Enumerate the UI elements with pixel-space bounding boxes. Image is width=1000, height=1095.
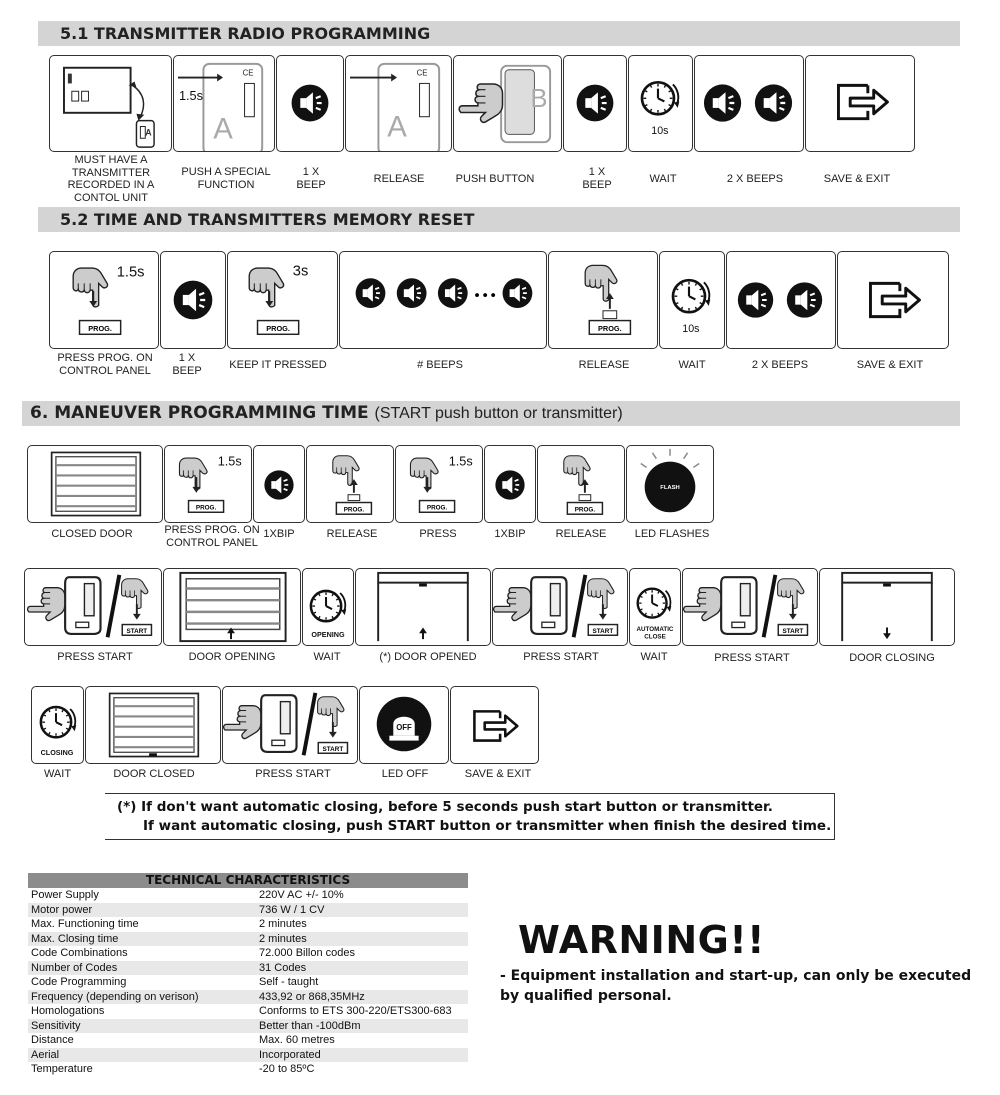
tech-key: Motor power [31, 903, 93, 916]
prog-label-5: PROG. [343, 506, 365, 514]
caption-6-1-d: RELEASE [326, 528, 378, 540]
step-icon-keep-pressed [227, 251, 338, 349]
step-icon-beep [276, 55, 344, 152]
caption-6-1-c: 1XBIP [263, 528, 295, 540]
caption-6-3-a: WAIT [43, 768, 72, 780]
automatic-closing-note [105, 793, 835, 840]
tech-row [28, 990, 468, 1005]
section-subtitle-6: (START push button or transmitter) [374, 405, 623, 422]
warning-text: - Equipment installation and start-up, can only be executed by qualified personal. [500, 968, 972, 1004]
section-title-5-2-text: 5.2 TIME AND TRANSMITTERS MEMORY RESET [60, 210, 475, 229]
time-3s: 3s [292, 263, 309, 280]
caption-5-1-a: MUST HAVE A TRANSMITTER RECORDED IN A CONTOL UNIT [67, 154, 155, 204]
time-10s-b: 10s [682, 323, 700, 335]
caption-5-2-d: # BEEPS [417, 359, 463, 371]
off-label: OFF [396, 722, 412, 732]
closing-label: CLOSING [40, 747, 74, 757]
step-icon-control-unit [49, 55, 172, 152]
warning-title: WARNING!! [518, 918, 765, 962]
tech-value: 2 minutes [259, 932, 307, 945]
step-icon-led-off [359, 686, 449, 764]
step-icon-led-flash [626, 445, 714, 523]
caption-6-3-e: SAVE & EXIT [464, 768, 532, 780]
ce-mark-release: CE [416, 68, 428, 78]
step-icon-door-opened [355, 568, 491, 646]
caption-5-2-f: WAIT [678, 359, 706, 371]
step-icon-save-exit-c [450, 686, 539, 764]
tech-value: Max. 60 metres [259, 1034, 335, 1046]
step-icon-press-start-2 [492, 568, 628, 646]
step-icon-beep-3 [160, 251, 226, 349]
step-icon-special-function [173, 55, 275, 152]
caption-6-2-d: (*) DOOR OPENED [379, 651, 477, 663]
caption-5-2-c: KEEP IT PRESSED [229, 359, 327, 371]
caption-5-1-i: SAVE & EXIT [823, 173, 891, 185]
automatic-label: AUTOMATIC [636, 626, 674, 634]
caption-5-1-e: PUSH BUTTON [455, 173, 535, 185]
tech-key: Temperature [31, 1063, 93, 1075]
tech-value: 433,92 or 868,35MHz [259, 990, 365, 1003]
step-icon-release-prog [548, 251, 658, 349]
step-icon-press-prog [49, 251, 159, 349]
tech-row [28, 888, 468, 903]
caption-5-1-f: 1 X BEEP [582, 166, 612, 191]
caption-6-2-g: PRESS START [714, 652, 790, 664]
caption-6-1-f: 1XBIP [494, 528, 526, 540]
tech-key: Distance [31, 1034, 74, 1046]
tech-key: Homologations [31, 1005, 105, 1017]
caption-6-1-g: RELEASE [555, 528, 607, 540]
step-icon-press-prog-6 [164, 445, 252, 523]
prog-label-2: PROG. [266, 323, 290, 333]
step-icon-door-opening [163, 568, 301, 646]
tech-key: Number of Codes [31, 961, 118, 974]
step-icon-door-closed [85, 686, 221, 764]
step-icon-release-6 [306, 445, 394, 523]
step-icon-release [345, 55, 452, 152]
step-icon-wait [628, 55, 693, 152]
caption-5-2-e: RELEASE [578, 359, 630, 371]
ce-mark: CE [242, 68, 254, 78]
step-icon-press-start [24, 568, 162, 646]
dots: ••• [472, 288, 498, 304]
tech-row [28, 917, 468, 932]
caption-5-2-a: PRESS PROG. ON CONTROL PANEL [57, 352, 153, 377]
tech-row [28, 946, 468, 961]
section-title-6 [22, 401, 960, 426]
tech-key: Max. Closing time [31, 932, 119, 945]
flash-label: FLASH [660, 484, 680, 491]
time-10s: 10s [651, 125, 669, 138]
caption-5-2-g: 2 X BEEPS [751, 359, 809, 371]
step-icon-door-closing [819, 568, 955, 646]
caption-6-3-b: DOOR CLOSED [113, 768, 195, 780]
tech-row [28, 903, 468, 918]
prog-label: PROG. [88, 323, 112, 333]
note-line-2: If want automatic closing, push START button or transmitter when finish the desired time. [143, 818, 832, 834]
step-icon-beep-2 [563, 55, 627, 152]
prog-label-6: PROG. [426, 504, 448, 512]
caption-6-1-b: PRESS PROG. ON CONTROL PANEL [164, 524, 260, 549]
tech-row [28, 1048, 468, 1063]
step-icon-save-exit [805, 55, 915, 152]
time-1-5s-c: 1.5s [217, 454, 242, 469]
time-1-5s: 1.5s [178, 88, 203, 104]
tech-row [28, 932, 468, 947]
caption-5-1-g: WAIT [649, 173, 677, 185]
close-label: CLOSE [644, 633, 666, 641]
caption-6-2-f: WAIT [640, 651, 668, 663]
letter-a-big: A [213, 112, 233, 146]
tech-key: Sensitivity [31, 1019, 81, 1032]
step-icon-bip-2 [484, 445, 536, 523]
tech-key: Code Programming [31, 976, 127, 988]
tech-value: Conforms to ETS 300-220/ETS300-683 [259, 1005, 452, 1017]
tech-value: 2 minutes [259, 918, 307, 930]
step-icon-wait-auto-close [629, 568, 681, 646]
caption-5-2-h: SAVE & EXIT [856, 359, 924, 371]
caption-5-1-c: 1 X BEEP [296, 166, 326, 191]
tech-value: 72.000 Billon codes [259, 947, 356, 959]
tech-row [28, 1019, 468, 1034]
prog-label-7: PROG. [574, 506, 596, 514]
tech-value: Incorporated [259, 1048, 321, 1061]
caption-6-2-h: DOOR CLOSING [849, 652, 935, 664]
caption-6-2-c: WAIT [313, 651, 341, 663]
step-icon-push-button [453, 55, 562, 152]
tech-row [28, 1004, 468, 1019]
note-line-1: (*) If don't want automatic closing, before 5 seconds push start button or transmitter. [117, 799, 773, 815]
step-icon-closed-door [27, 445, 163, 523]
time-1-5s-b: 1.5s [116, 264, 145, 281]
start-label-4: START [322, 745, 344, 753]
step-icon-bip [253, 445, 305, 523]
tech-key: Aerial [31, 1048, 60, 1061]
letter-b: B [530, 84, 548, 113]
section-title-6-text: 6. MANEUVER PROGRAMMING TIME [30, 403, 369, 423]
step-icon-release-7 [537, 445, 625, 523]
step-icon-wait-2 [659, 251, 725, 349]
tech-row [28, 1033, 468, 1048]
prog-label-4: PROG. [195, 504, 217, 512]
caption-6-2-b: DOOR OPENING [188, 651, 276, 663]
step-icon-save-exit-b [837, 251, 949, 349]
tech-value: 31 Codes [259, 961, 307, 974]
caption-6-2-a: PRESS START [57, 651, 133, 663]
caption-5-2-b: 1 X BEEP [172, 352, 202, 377]
step-icon-wait-opening [302, 568, 354, 646]
section-title-5-1-text: 5.1 TRANSMITTER RADIO PROGRAMMING [60, 24, 431, 43]
start-label-3: START [782, 627, 804, 635]
time-1-5s-d: 1.5s [448, 454, 473, 469]
letter-a-release: A [387, 110, 407, 144]
letter-a: A [145, 127, 152, 138]
tech-value: 220V AC +/- 10% [259, 889, 344, 901]
caption-6-1-a: CLOSED DOOR [51, 528, 133, 540]
caption-5-1-b: PUSH A SPECIAL FUNCTION [181, 166, 271, 191]
start-label-2: START [592, 627, 614, 635]
section-title-5-2 [38, 207, 960, 232]
tech-value: Better than -100dBm [259, 1019, 361, 1032]
caption-5-1-d: RELEASE [373, 173, 425, 185]
step-icon-2-beeps-b [726, 251, 836, 349]
step-icon-2-beeps [694, 55, 804, 152]
step-icon-n-beeps [339, 251, 547, 349]
caption-5-1-h: 2 X BEEPS [726, 173, 784, 185]
tech-value: 736 W / 1 CV [259, 903, 325, 916]
tech-row [28, 961, 468, 976]
start-label: START [126, 627, 148, 635]
caption-6-2-e: PRESS START [523, 651, 599, 663]
tech-title: TECHNICAL CHARACTERISTICS [28, 873, 468, 888]
caption-6-1-h: LED FLASHES [634, 528, 710, 540]
tech-key: Code Combinations [31, 947, 128, 959]
prog-label-3: PROG. [598, 323, 622, 333]
tech-key: Frequency (depending on verison) [31, 990, 199, 1003]
tech-value: -20 to 85ºC [259, 1063, 315, 1075]
step-icon-press-start-3 [682, 568, 818, 646]
caption-6-1-e: PRESS [419, 528, 457, 540]
tech-row [28, 1062, 468, 1077]
tech-key: Max. Functioning time [31, 918, 139, 930]
technical-characteristics-table [28, 873, 468, 1077]
tech-row [28, 975, 468, 990]
caption-6-3-d: LED OFF [381, 768, 429, 780]
step-icon-press-start-4 [222, 686, 358, 764]
caption-6-3-c: PRESS START [255, 768, 331, 780]
step-icon-wait-closing [31, 686, 84, 764]
tech-key: Power Supply [31, 889, 99, 901]
step-icon-press-6 [395, 445, 483, 523]
tech-value: Self - taught [259, 976, 319, 988]
section-title-5-1 [38, 21, 960, 46]
opening-label: OPENING [311, 629, 345, 639]
